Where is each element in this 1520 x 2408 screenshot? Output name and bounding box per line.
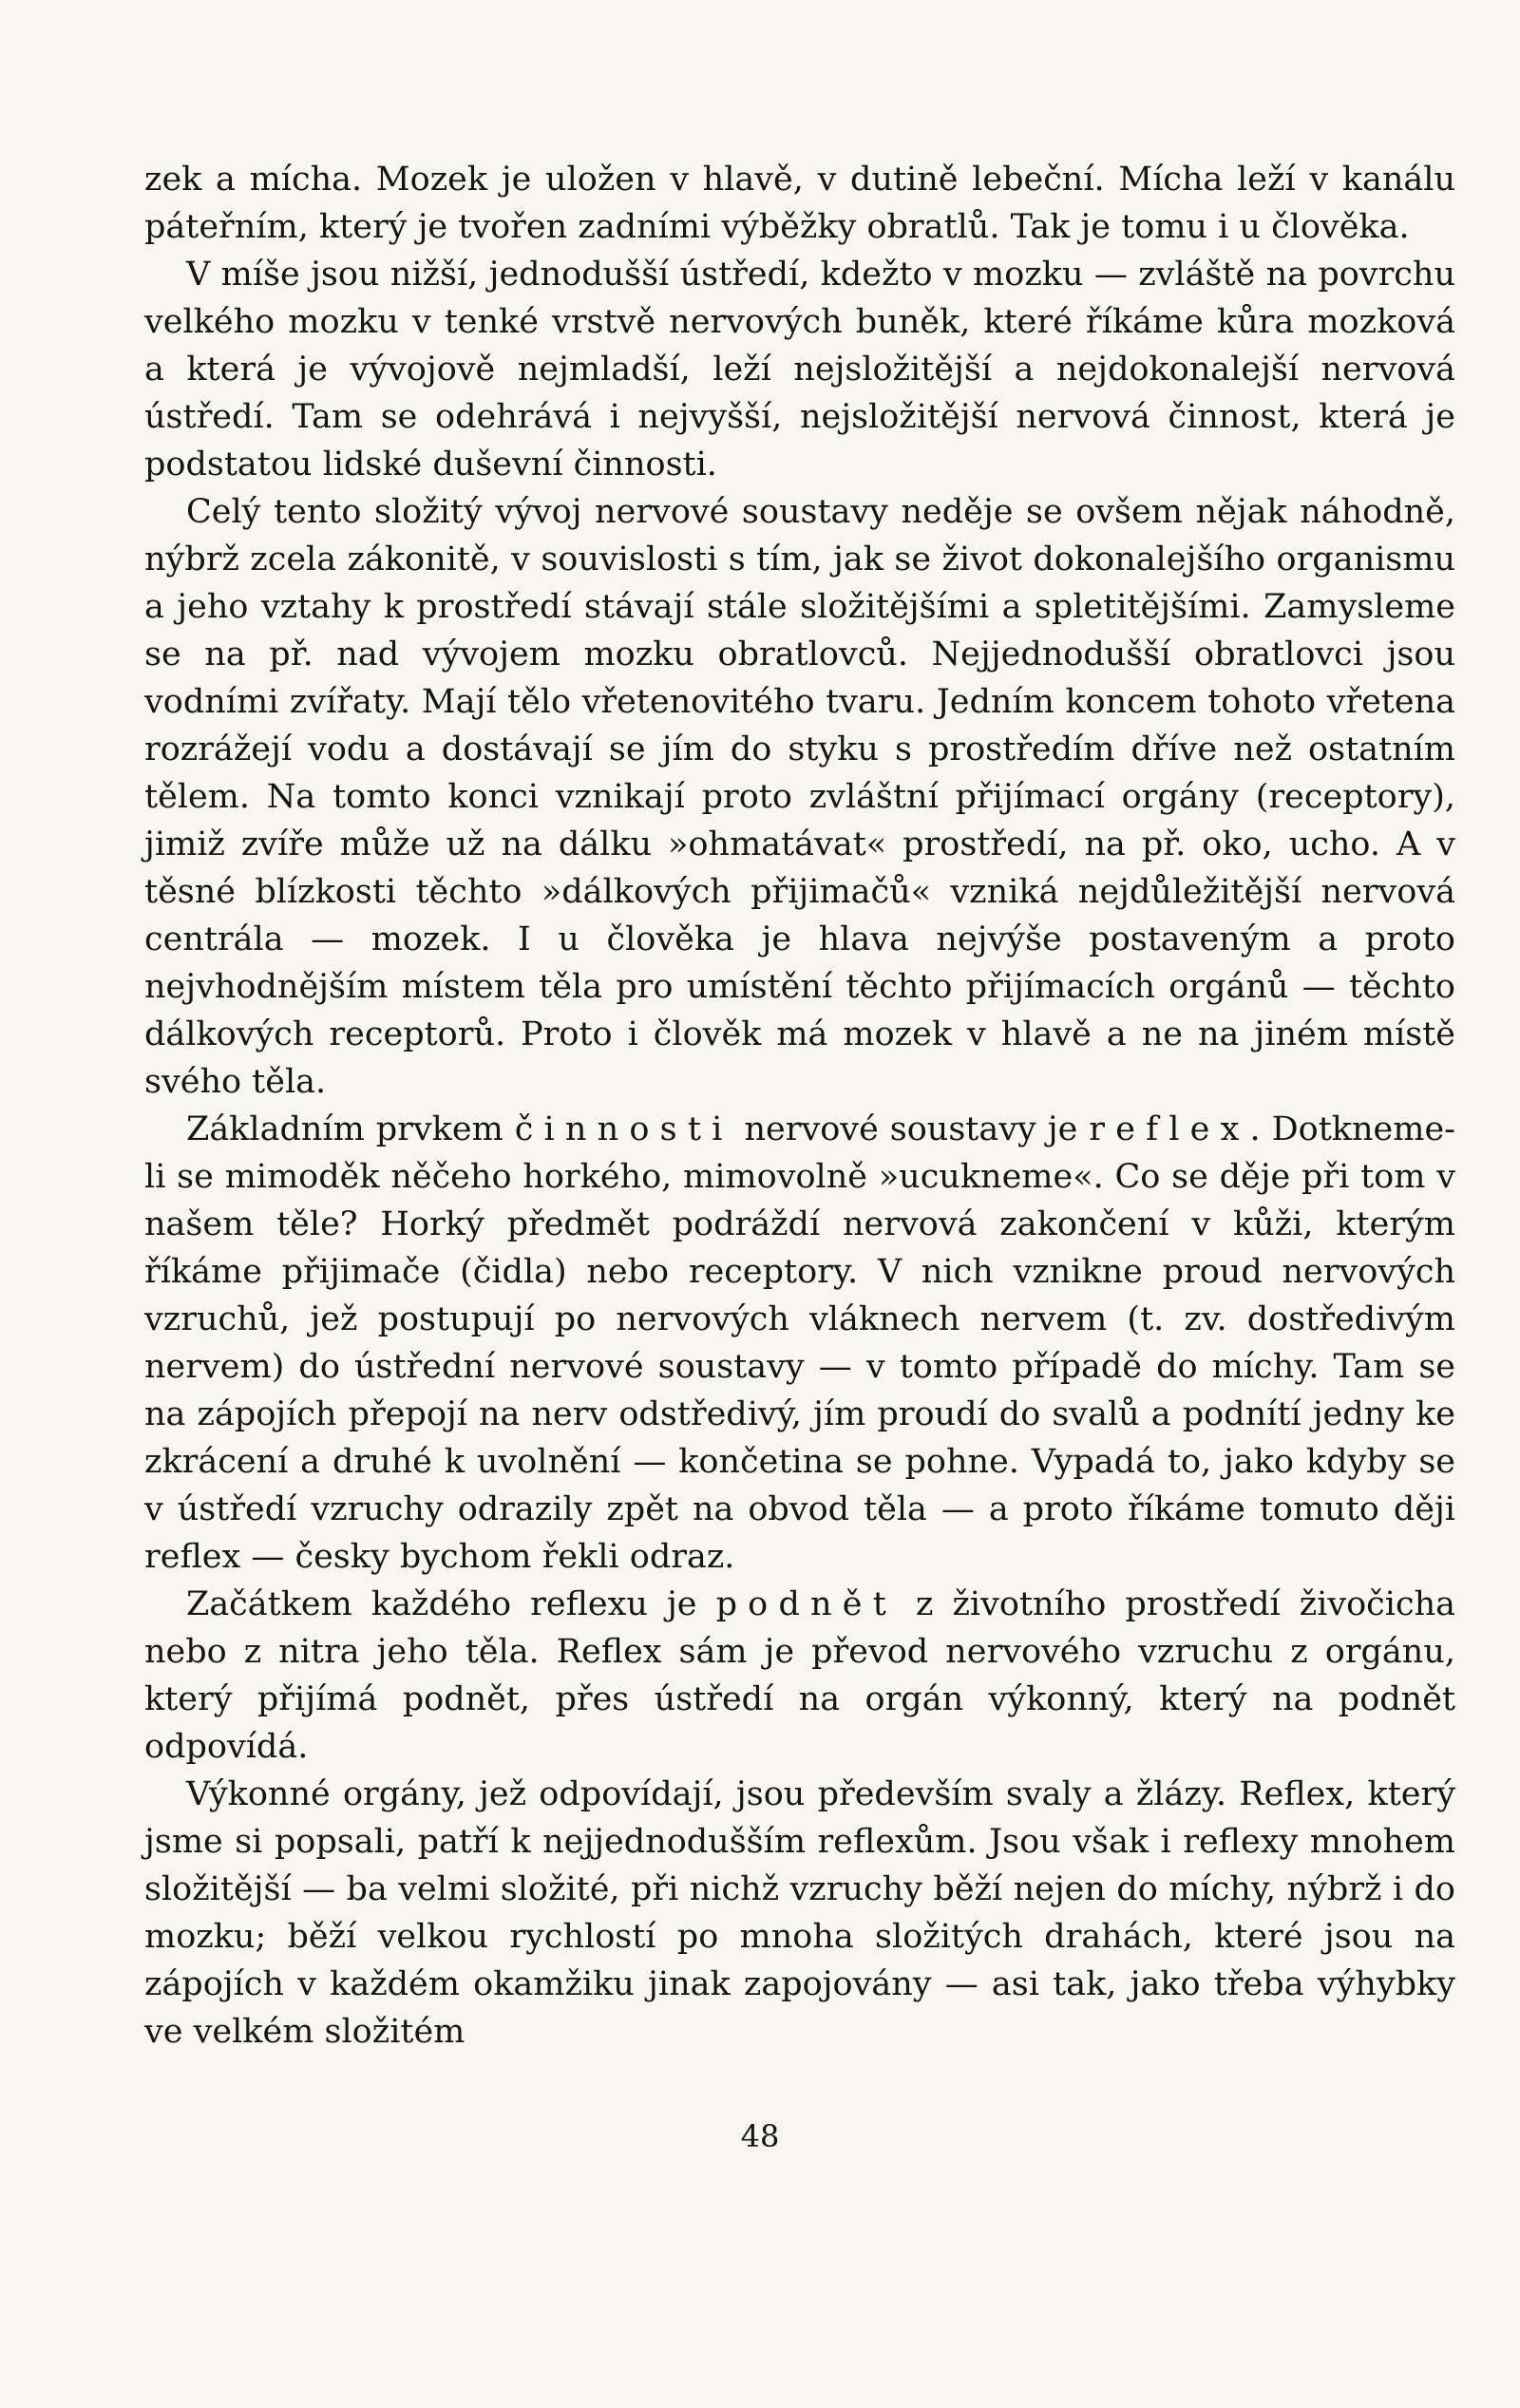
text-run: Celý tento složitý vývoj nervové soustavy neděje se ovšem nějak náhodně, nýbrž zcela zákonitě, v souvislosti s tím, jak se život dokonalejšího organismu a jeho vztahy k prostředí stávají stále složitějšími a spletitějšími. Zamysleme se na př. nad vývojem mozku obratlovců. Nejjednodušší obratlovci jsou vodními zvířaty. Mají tělo vřetenovitého tvaru. Jedním koncem tohoto vřetena rozrážejí vodu a dostávají se jím do styku s prostředím dříve než ostatním tělem. Na tomto konci vznikají proto zvláštní přijímací orgány (receptory), jimiž zvíře může už na dálku »ohmatávat« prostředí, na př. oko, ucho. A v těsné blízkosti těchto »dálkových přijimačů« vzniká nejdůležitější nervová centrála — mozek. I u člověka je hlava nejvýše postaveným a proto nejvhodnějším místem těla pro umístění těchto přijímacích orgánů — těchto dálkových receptorů. Proto i člověk má mozek v hlavě a ne na jiném místě svého těla. (144, 493, 1455, 1101)
spaced-emphasis: činnosti (514, 1110, 733, 1148)
text-run: z životního prostředí živočicha nebo z nitra jeho těla. Reflex sám je převod nervového vzruchu z orgánu, který přijímá podnět, přes ústředí na orgán výkonný, který na podnět odpovídá. (144, 1585, 1455, 1766)
text-run: Základním prvkem (186, 1110, 515, 1148)
text-run: V míše jsou nižší, jednodušší ústředí, kdežto v mozku — zvláště na povrchu velkého mozku v tenké vrstvě nervových buněk, které říkáme kůra mozková a která je vývojově nejmladší, leží nejsložitější a nejdokonalejší nervová ústředí. Tam se odehrává i nejvyšší, nejsložitější nervová činnost, která je podstatou lidské duševní činnosti. (144, 256, 1455, 483)
text-run: nervové soustavy je (732, 1110, 1090, 1148)
text-run: . Dotkneme-li se mimoděk něčeho horkého, mimovolně »ucukneme«. Co se děje při tom v našem těle? Horký předmět podráždí nervová zakončení v kůži, kterým říkáme přijimače (čidla) nebo receptory. V nich vznikne proud nervových vzruchů, jež postupují po nervových vláknech nervem (t. zv. dostředivým nervem) do ústřední nervové soustavy — v tomto případě do míchy. Tam se na zápojích přepojí na nerv odstředivý, jím proudí do svalů a podnítí jedny ke zkrácení a druhé k uvolnění — končetina se pohne. Vypadá to, jako kdyby se v ústředí vzruchy odrazily zpět na obvod těla — a proto říkáme tomuto ději reflex — česky bychom řekli odraz. (144, 1110, 1455, 1576)
text-run: Výkonné orgány, jež odpovídají, jsou především svaly a žlázy. Reflex, který jsme si popsali, patří k nejjednodušším reflexům. Jsou však i reflexy mnohem složitější — ba velmi složité, při nichž vzruchy běží nejen do míchy, nýbrž i do mozku; běží velkou rychlostí po mnoha složitých drahách, které jsou na zápojích v každém okamžiku jinak zapojovány — asi tak, jako třeba výhybky ve velkém složitém (144, 1775, 1455, 2051)
paragraph-p4 (144, 1106, 1455, 1581)
text-run: zek a mícha. Mozek je uložen v hlavě, v dutině lebeční. Mícha leží v kanálu páteřním, který je tvořen zadními výběžky obratlů. Tak je tomu i u člověka. (144, 161, 1455, 246)
spaced-emphasis: podnět (715, 1585, 897, 1623)
paragraph-p3 (144, 488, 1455, 1106)
spaced-emphasis: reflex (1089, 1110, 1250, 1148)
body-text (144, 156, 1455, 2056)
paragraph-p1 (144, 156, 1455, 251)
page-number: 48 (740, 2118, 780, 2154)
paragraph-p5 (144, 1581, 1455, 1771)
text-run: Začátkem každého reflexu je (186, 1585, 716, 1623)
paragraph-p2 (144, 251, 1455, 488)
paragraph-p6 (144, 1771, 1455, 2056)
